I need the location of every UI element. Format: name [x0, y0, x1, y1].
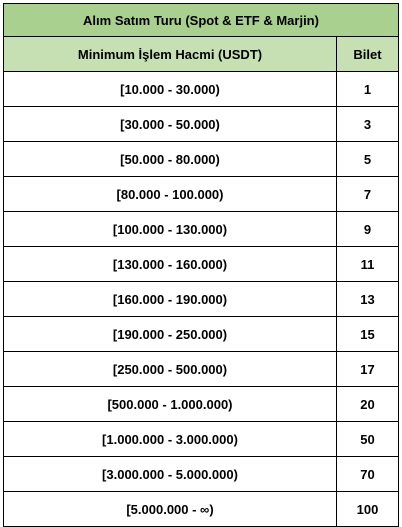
- volume-range-cell: [3.000.000 - 5.000.000): [4, 457, 337, 492]
- ticket-count-cell: 1: [337, 72, 399, 107]
- ticket-count-cell: 3: [337, 107, 399, 142]
- volume-range-cell: [80.000 - 100.000): [4, 177, 337, 212]
- table-row: [4, 72, 399, 107]
- table-row: [4, 492, 399, 527]
- table-row: [4, 422, 399, 457]
- ticket-count-cell: 9: [337, 212, 399, 247]
- volume-range-cell: [5.000.000 - ∞): [4, 492, 337, 527]
- volume-range-cell: [190.000 - 250.000): [4, 317, 337, 352]
- table-title-row: [4, 4, 399, 37]
- ticket-count-cell: 70: [337, 457, 399, 492]
- ticket-count-cell: 17: [337, 352, 399, 387]
- ticket-count-cell: 20: [337, 387, 399, 422]
- table-row: [4, 247, 399, 282]
- header-volume: Minimum İşlem Hacmi (USDT): [4, 37, 337, 72]
- ticket-count-cell: 100: [337, 492, 399, 527]
- ticket-count-cell: 11: [337, 247, 399, 282]
- volume-range-cell: [100.000 - 130.000): [4, 212, 337, 247]
- ticket-table-container: [3, 3, 399, 527]
- header-ticket: Bilet: [337, 37, 399, 72]
- table-row: [4, 317, 399, 352]
- table-row: [4, 142, 399, 177]
- ticket-count-cell: 7: [337, 177, 399, 212]
- volume-range-cell: [130.000 - 160.000): [4, 247, 337, 282]
- volume-range-cell: [10.000 - 30.000): [4, 72, 337, 107]
- table-row: [4, 352, 399, 387]
- ticket-count-cell: 15: [337, 317, 399, 352]
- volume-range-cell: [160.000 - 190.000): [4, 282, 337, 317]
- ticket-count-cell: 50: [337, 422, 399, 457]
- volume-range-cell: [1.000.000 - 3.000.000): [4, 422, 337, 457]
- volume-range-cell: [500.000 - 1.000.000): [4, 387, 337, 422]
- table-title: Alım Satım Turu (Spot & ETF & Marjin): [4, 4, 399, 37]
- table-row: [4, 282, 399, 317]
- table-row: [4, 177, 399, 212]
- ticket-count-cell: 13: [337, 282, 399, 317]
- ticket-count-cell: 5: [337, 142, 399, 177]
- table-header-row: [4, 37, 399, 72]
- ticket-table: [3, 3, 399, 527]
- volume-range-cell: [30.000 - 50.000): [4, 107, 337, 142]
- table-row: [4, 457, 399, 492]
- volume-range-cell: [250.000 - 500.000): [4, 352, 337, 387]
- table-row: [4, 387, 399, 422]
- table-row: [4, 107, 399, 142]
- table-row: [4, 212, 399, 247]
- volume-range-cell: [50.000 - 80.000): [4, 142, 337, 177]
